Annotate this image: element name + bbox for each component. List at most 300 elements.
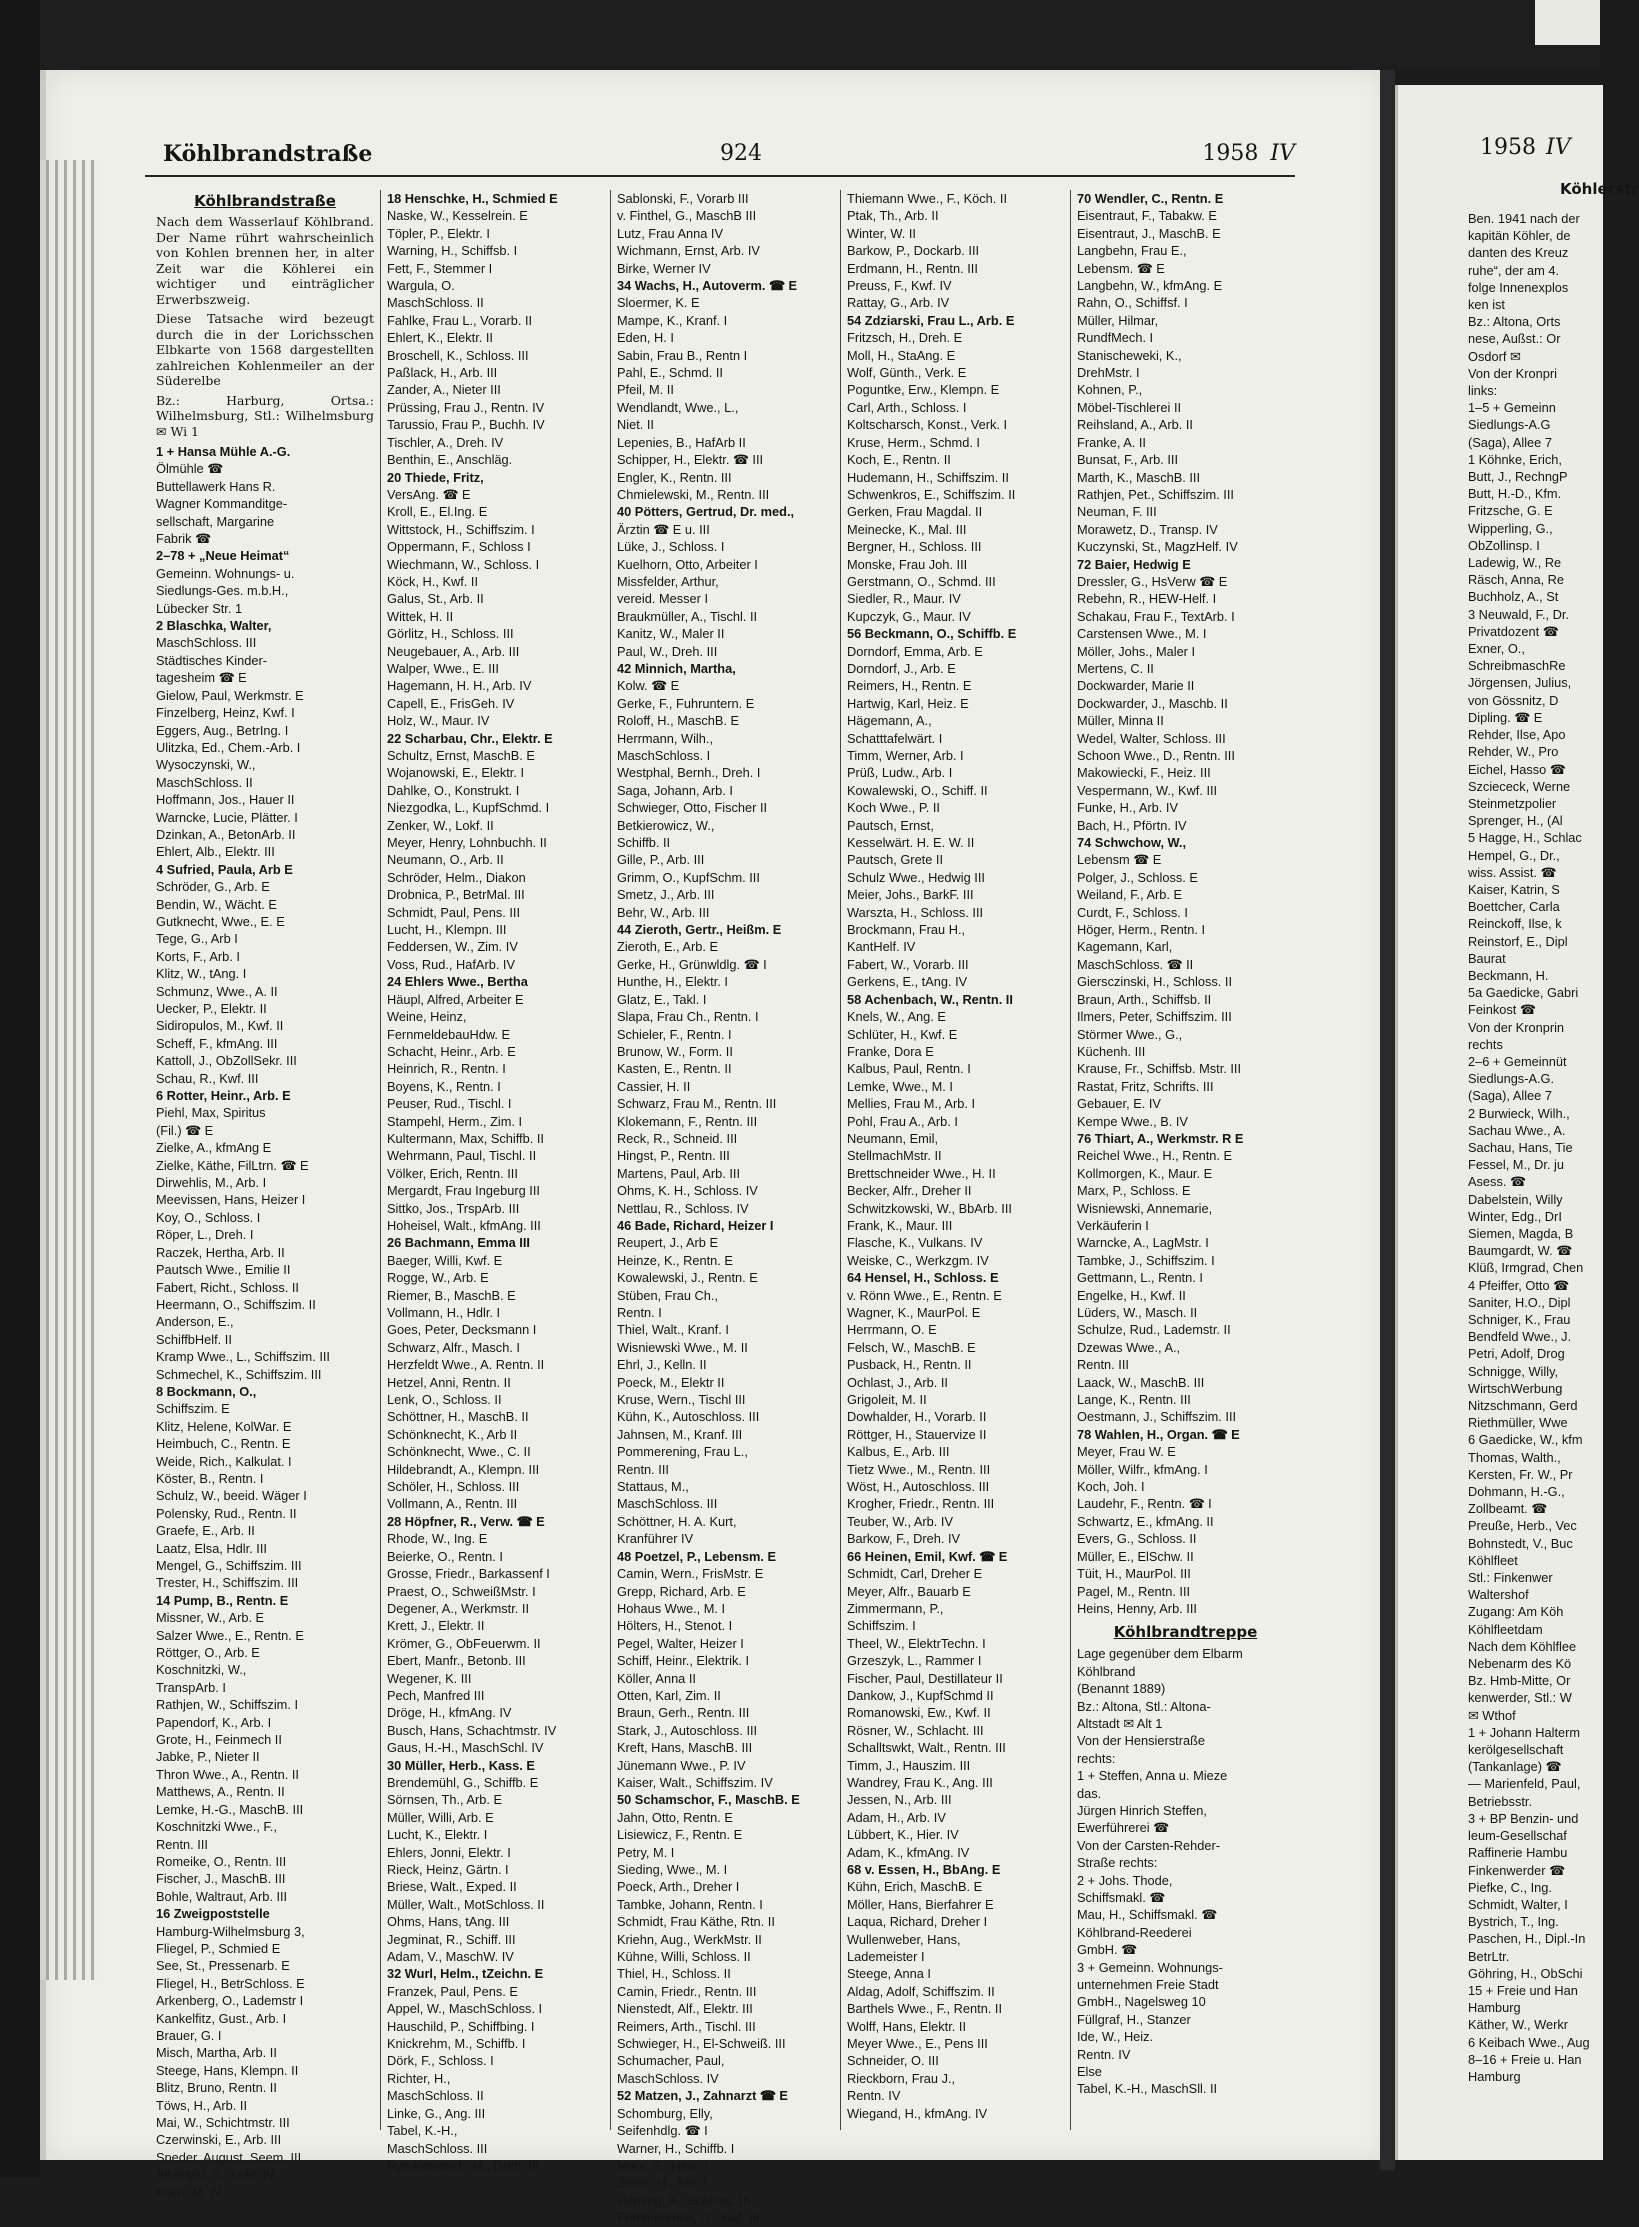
directory-entry: Weide, Rich., Kalkulat. I bbox=[156, 1453, 292, 1469]
right-page-column bbox=[1468, 210, 1600, 2085]
directory-entry: (Saga), Allee 7 bbox=[1468, 434, 1552, 450]
directory-entry: Eisentraut, F., Tabakw. E bbox=[1077, 208, 1217, 224]
directory-entry: Hamburg-Wilhelmsburg 3, bbox=[156, 1923, 305, 1939]
directory-entry: Zielke, A., kfmAng E bbox=[156, 1140, 272, 1156]
directory-entry: Holz, W., Maur. IV bbox=[387, 713, 490, 729]
directory-entry: 66 Heinen, Emil, Kwf. ☎ E bbox=[847, 1548, 1008, 1564]
directory-entry: Schalltswkt, Walt., Rentn. III bbox=[847, 1740, 1006, 1756]
directory-entry: Wolf, Günth., Verk. E bbox=[847, 365, 967, 381]
directory-entry: Pautsch Wwe., Emilie II bbox=[156, 1262, 291, 1278]
directory-entry: Erdmann, H., Rentn. III bbox=[847, 260, 978, 276]
directory-entry: Nebenarm des Kö bbox=[1468, 1656, 1572, 1672]
directory-entry: Kohnen, P., bbox=[1077, 382, 1143, 398]
directory-entry: Feddersen, W., Zim. IV bbox=[387, 939, 518, 955]
directory-entry: Kruse, Herm., Schmd. I bbox=[847, 434, 980, 450]
directory-entry: Niezgodka, L., KupfSchmd. I bbox=[387, 800, 550, 816]
directory-entry: MaschSchloss. III bbox=[387, 2140, 488, 2156]
directory-entry: (Fil.) ☎ E bbox=[156, 1122, 214, 1138]
directory-entry: Rahn, O., Schiffsf. I bbox=[1077, 295, 1188, 311]
directory-entry: Baumgardt, W. ☎ bbox=[1468, 1243, 1573, 1259]
directory-entry: Aldag, Adolf, Schiffszim. II bbox=[847, 1983, 995, 1999]
scan-corner bbox=[1535, 0, 1600, 45]
directory-entry: 5 Hagge, H., Schlac bbox=[1468, 830, 1582, 846]
directory-entry: WirtschWerbung bbox=[1468, 1380, 1563, 1396]
directory-entry: Grepp, Richard, Arb. E bbox=[617, 1583, 746, 1599]
directory-entry: Tege, G., Arb I bbox=[156, 931, 238, 947]
directory-entry: Speder, August, Seem. III bbox=[156, 2149, 302, 2165]
directory-entry: Mergardt, Frau Ingeburg III bbox=[387, 1183, 540, 1199]
directory-entry: Eden, H. I bbox=[617, 330, 674, 346]
directory-entry: Camin, Friedr., Rentn. III bbox=[617, 1983, 757, 1999]
directory-entry: 1 + Johann Halterm bbox=[1468, 1724, 1581, 1740]
directory-entry: Ilmers, Peter, Schiffszim. III bbox=[1077, 1009, 1232, 1025]
directory-entry: MaschSchloss. II bbox=[387, 295, 484, 311]
book-gutter bbox=[1380, 70, 1395, 2170]
directory-entry: Wisniewski, Annemarie, bbox=[1077, 1200, 1213, 1216]
directory-entry: 56 Beckmann, O., Schiffb. E bbox=[847, 626, 1017, 642]
directory-entry: Zenker, W., Lokf. II bbox=[387, 817, 494, 833]
directory-entry: Stanischeweki, K., bbox=[1077, 347, 1182, 363]
directory-entry: Köck, H., Kwf. II bbox=[387, 573, 479, 589]
directory-entry: Neumann, O., Arb. II bbox=[387, 852, 504, 868]
directory-entry: Rathjen, Pet., Schiffszim. III bbox=[1077, 486, 1234, 502]
directory-entry: MaschSchloss. III bbox=[156, 635, 257, 651]
directory-entry: Kühn, K., Autoschloss. III bbox=[617, 1409, 760, 1425]
directory-entry: Bz.: Altona, Orts bbox=[1468, 314, 1561, 330]
directory-entry: Gemeinn. Wohnungs- u. bbox=[156, 565, 295, 581]
directory-entry: Meinecke, K., Mal. III bbox=[847, 521, 967, 537]
directory-entry: Sablonski, F., Vorarb III bbox=[617, 191, 749, 206]
directory-entry: Laudehr, F., Rentn. ☎ I bbox=[1077, 1496, 1212, 1512]
directory-entry: Reinckoff, Ilse, k bbox=[1468, 916, 1562, 932]
directory-entry: Wichmann, Ernst, Arb. IV bbox=[617, 243, 760, 259]
directory-entry: Schönknecht, K., Arb II bbox=[387, 1426, 518, 1442]
directory-entry: 2 + Johs. Thode, bbox=[1077, 1872, 1173, 1888]
directory-entry: Sabin, Frau B., Rentn I bbox=[617, 347, 748, 363]
directory-entry: Thiel, Walt., Kranf. I bbox=[617, 1322, 729, 1338]
directory-entry: Piehl, Max, Spiritus bbox=[156, 1105, 266, 1121]
directory-entry: Morawetz, D., Transp. IV bbox=[1077, 521, 1218, 537]
directory-entry: Nitzschmann, Gerd bbox=[1468, 1398, 1578, 1414]
directory-entry: Rentn. IV bbox=[847, 2088, 901, 2104]
directory-entry: Oppermann, F., Schloss I bbox=[387, 539, 531, 555]
directory-entry: Herrmann, O. E bbox=[847, 1322, 937, 1338]
directory-entry: Teuber, W., Arb. IV bbox=[847, 1513, 953, 1529]
directory-entry: Käther, W., Werkr bbox=[1468, 2017, 1569, 2033]
directory-entry: Szciececk, Werne bbox=[1468, 778, 1571, 794]
directory-entry: See, St., Pressenarb. E bbox=[156, 1958, 290, 1974]
directory-entry: Wehrmann, Paul, Tischl. II bbox=[387, 1148, 537, 1164]
directory-entry: Hohaus Wwe., M. I bbox=[617, 1600, 726, 1616]
directory-entry: Kaiser, Walt., Schiffszim. IV bbox=[617, 1774, 773, 1790]
directory-entry: Sprenger, H., (Al bbox=[1468, 813, 1563, 829]
directory-entry: 54 Zdziarski, Frau L., Arb. E bbox=[847, 312, 1015, 328]
directory-entry: Roloff, H., MaschB. E bbox=[617, 713, 740, 729]
directory-entry: 68 v. Essen, H., BbAng. E bbox=[847, 1862, 1001, 1877]
directory-entry: Laack, W., MaschB. III bbox=[1077, 1374, 1205, 1390]
directory-entry: TranspArb. I bbox=[156, 1679, 226, 1695]
section-description: Diese Tatsache wird bezeugt durch die in der Lorichsschen Elbkarte von 1568 dargestellten zahlreichen Kohlenmeiler an der Süderelbe bbox=[156, 311, 374, 388]
directory-entry: Scheff, F., kfmAng. III bbox=[156, 1035, 278, 1051]
directory-entry: Heinze, K., Rentn. E bbox=[617, 1252, 733, 1268]
directory-entry: Siedlungs-A.G bbox=[1468, 417, 1551, 433]
directory-entry: Hoheisel, Walt., kfmAng. III bbox=[387, 1217, 541, 1233]
directory-entry: Gebauer, E. IV bbox=[1077, 1096, 1161, 1112]
scan-border-top bbox=[0, 0, 1600, 70]
directory-entry: Altstadt ✉ Alt 1 bbox=[1077, 1715, 1163, 1731]
directory-entry: Kankelfitz, Gust., Arb. I bbox=[156, 2010, 287, 2026]
directory-entry: Lemke, Wwe., M. I bbox=[847, 1078, 953, 1094]
directory-entry: Schulz, W., beeid. Wäger I bbox=[156, 1488, 307, 1504]
directory-entry: 5a Gaedicke, Gabri bbox=[1468, 985, 1579, 1001]
directory-entry: 6 Gaedicke, W., kfm bbox=[1468, 1432, 1583, 1448]
directory-entry: Völker, Erich, Rentn. III bbox=[387, 1165, 518, 1181]
directory-entry: Kühn, Erich, MaschB. E bbox=[847, 1879, 983, 1895]
directory-entry: 46 Bade, Richard, Heizer I bbox=[617, 1217, 774, 1233]
directory-entry: Schwarz, Frau M., Rentn. III bbox=[617, 1096, 777, 1112]
scan-border-left bbox=[0, 0, 40, 2177]
directory-entry: Exner, O., bbox=[1468, 641, 1525, 657]
directory-entry: Lademeister I bbox=[847, 1949, 925, 1965]
directory-entry: Raczek, Hertha, Arb. II bbox=[156, 1244, 285, 1260]
directory-entry: Kowalewski, O., Schiff. II bbox=[847, 782, 988, 798]
directory-entry: Privatdozent ☎ bbox=[1468, 623, 1559, 639]
directory-entry: Wagner, K., MaurPol. E bbox=[847, 1305, 981, 1320]
directory-entry: Wittstock, H., Schiffszim. I bbox=[387, 521, 535, 537]
directory-entry: Braun, Arth., Schiffsb. II bbox=[1077, 991, 1212, 1007]
directory-entry: Höger, Herm., Rentn. I bbox=[1077, 922, 1206, 938]
directory-entry: Brendemühl, G., Schiffb. E bbox=[387, 1774, 539, 1790]
directory-entry: 40 Pötters, Gertrud, Dr. med., bbox=[617, 504, 795, 520]
directory-entry: Brunow, W., Form. II bbox=[617, 1043, 733, 1059]
directory-entry: Ulitzka, Ed., Chem.-Arb. I bbox=[156, 739, 301, 755]
directory-entry: Hartwig, Karl, Heiz. E bbox=[847, 695, 969, 711]
directory-entry: Sachau, Hans, Tie bbox=[1468, 1139, 1573, 1155]
directory-entry: Köhlfleetdam bbox=[1468, 1621, 1543, 1637]
directory-entry: Ben. 1941 nach der bbox=[1468, 211, 1580, 226]
directory-entry: Schwenkros, E., Schiffszim. II bbox=[847, 486, 1016, 502]
directory-entry: Köster, B., Rentn. I bbox=[156, 1470, 264, 1486]
directory-entry: Schönknecht, Wwe., C. II bbox=[387, 1444, 531, 1460]
directory-entry: Fritzsche, G. E bbox=[1468, 503, 1553, 519]
directory-entry: Zielke, Käthe, FilLtrn. ☎ E bbox=[156, 1157, 309, 1173]
directory-entry: Smetz, J., Arb. III bbox=[617, 887, 715, 903]
directory-entry: Feinkost ☎ bbox=[1468, 1002, 1536, 1018]
directory-entry: Wojanowski, E., Elektr. I bbox=[387, 765, 525, 781]
directory-entry: Jörgensen, Julius, bbox=[1468, 675, 1572, 691]
directory-entry: Krömer, G., ObFeuerwm. II bbox=[387, 1635, 541, 1651]
directory-entry: 3 + Gemeinn. Wohnungs- bbox=[1077, 1959, 1223, 1975]
directory-entry: Schatttafelwärt. I bbox=[847, 730, 943, 746]
directory-entry: Tischler, A., Dreh. IV bbox=[387, 434, 504, 450]
directory-entry: Reimers, Arth., Tischl. III bbox=[617, 2018, 756, 2034]
directory-entry: Röper, L., Dreh. I bbox=[156, 1227, 254, 1243]
directory-entry: Benthin, E., Anschläg. bbox=[387, 452, 513, 468]
directory-entry: Makowiecki, F., Heiz. III bbox=[1077, 765, 1211, 781]
directory-entry: Fabrik ☎ bbox=[156, 531, 212, 547]
directory-entry: Polger, J., Schloss. E bbox=[1077, 869, 1198, 885]
directory-entry: kenwerder, Stl.: W bbox=[1468, 1690, 1572, 1706]
section-title: Köhlbrandstraße bbox=[194, 192, 336, 210]
directory-entry: Stüben, Frau Ch., bbox=[617, 1287, 719, 1303]
directory-entry: Paul, W., Dreh. III bbox=[617, 643, 718, 659]
directory-entry: Sittko, Jos., TrspArb. III bbox=[387, 1200, 520, 1216]
directory-entry: Müller, E., ElSchw. II bbox=[1077, 1548, 1194, 1564]
header-volume: IV bbox=[1270, 141, 1295, 166]
directory-entry: Lebensm. ☎ E bbox=[1077, 260, 1165, 276]
directory-entry: Schiffszim. E bbox=[156, 1401, 230, 1417]
directory-entry: Pagel, M., Rentn. III bbox=[1077, 1583, 1191, 1599]
directory-entry: 2–6 + Gemeinnüt bbox=[1468, 1053, 1567, 1069]
directory-entry: Warszta, H., Schloss. III bbox=[847, 904, 984, 920]
directory-entry: Klitz, Helene, KolWar. E bbox=[156, 1418, 292, 1434]
directory-entry: Tietz Wwe., M., Rentn. III bbox=[847, 1461, 991, 1477]
directory-entry: kapitän Köhler, de bbox=[1468, 228, 1571, 244]
directory-entry: Hamburg bbox=[1468, 2000, 1521, 2016]
directory-entry: sellschaft, Margarine bbox=[156, 513, 275, 529]
directory-entry: Schnigge, Willy, bbox=[1468, 1363, 1559, 1379]
directory-entry: Fessel, M., Dr. ju bbox=[1468, 1157, 1564, 1173]
directory-column-1 bbox=[150, 190, 380, 2200]
directory-entry: Blitz, Bruno, Rentn. II bbox=[156, 2080, 277, 2096]
directory-entry: 8 Bockmann, O., bbox=[156, 1383, 257, 1399]
directory-entry: Dowhalder, H., Vorarb. II bbox=[847, 1409, 987, 1425]
directory-entry: Busch, Hans, Schachtmstr. IV bbox=[387, 1722, 557, 1738]
directory-entry: Kersten, Fr. W., Pr bbox=[1468, 1466, 1573, 1482]
directory-entry: 2–78 + „Neue Heimat“ bbox=[156, 548, 290, 564]
directory-entry: Schöler, H., Schloss. III bbox=[387, 1479, 520, 1495]
directory-entry: Bunsat, F., Arb. III bbox=[1077, 452, 1178, 468]
directory-entry: Koch Wwe., P. II bbox=[847, 800, 940, 816]
directory-entry: Papendorf, K., Arb. I bbox=[156, 1714, 272, 1730]
directory-entry: Hauschild, P., Schiffbing. I bbox=[387, 2018, 535, 2034]
directory-entry: Bendin, W., Wächt. E bbox=[156, 896, 277, 912]
directory-entry: Rastat, Fritz, Schrifts. III bbox=[1077, 1078, 1214, 1094]
directory-entry: Schwieger, H., El-Schweiß. III bbox=[617, 2036, 786, 2052]
directory-column-4 bbox=[840, 190, 1070, 2130]
directory-entry: Rentn. IV bbox=[1077, 2046, 1131, 2062]
directory-entry: Kuczynski, St., MagzHelf. IV bbox=[1077, 539, 1238, 555]
directory-entry: rechts bbox=[1468, 1036, 1503, 1052]
directory-entry: Birke, Werner IV bbox=[617, 260, 711, 276]
directory-entry: Rebehn, R., HEW-Helf. I bbox=[1077, 591, 1217, 607]
directory-entry: Moll, H., StaAng. E bbox=[847, 347, 956, 363]
directory-entry: 6 Rotter, Heinr., Arb. E bbox=[156, 1088, 291, 1104]
directory-entry: Boyens, K., Rentn. I bbox=[387, 1078, 501, 1094]
directory-entry: Sachau Wwe., A. bbox=[1468, 1122, 1566, 1138]
directory-entry: Kolw. ☎ E bbox=[617, 678, 680, 694]
directory-entry: Eisentraut, J., MaschB. E bbox=[1077, 225, 1221, 241]
directory-entry: Zugang: Am Köh bbox=[1468, 1604, 1564, 1620]
directory-entry: Meyer, Alfr., Bauarb E bbox=[847, 1583, 971, 1599]
directory-entry: Adam, K., kfmAng. IV bbox=[847, 1844, 970, 1860]
directory-entry: Koy, O., Schloss. I bbox=[156, 1209, 261, 1225]
directory-entry: GmbH., Nagelsweg 10 bbox=[1077, 1994, 1206, 2010]
directory-entry: Füllgraf, H., Stanzer bbox=[1077, 2011, 1191, 2027]
directory-entry: Kesselwärt. H. E. W. II bbox=[847, 835, 975, 851]
directory-entry: Arkenberg, O., Lademstr I bbox=[156, 1993, 304, 2009]
directory-entry: Boettcher, Carla bbox=[1468, 899, 1560, 915]
directory-entry: Kuelhorn, Otto, Arbeiter I bbox=[617, 556, 758, 572]
directory-entry: Rathjen, W., Schiffszim. I bbox=[156, 1697, 298, 1713]
directory-entry: Schwartz, E., kfmAng. II bbox=[1077, 1513, 1214, 1529]
directory-entry: Appel, W., MaschSchloss. I bbox=[387, 2001, 543, 2017]
directory-entry: Winter, W. II bbox=[847, 225, 916, 241]
directory-entry: Eggers, Aug., BetrIng. I bbox=[156, 722, 289, 738]
directory-entry: Kramp Wwe., L., Schiffszim. III bbox=[156, 1349, 330, 1365]
directory-entry: Dressler, G., HsVerw ☎ E bbox=[1077, 573, 1228, 589]
directory-entry: 26 Bachmann, Emma III bbox=[387, 1235, 530, 1251]
directory-entry: Petri, Adolf, Drog bbox=[1468, 1346, 1565, 1362]
directory-entry: Preuss, F., Kwf. IV bbox=[847, 278, 952, 294]
directory-entry: 18 Henschke, H., Schmied E bbox=[387, 191, 558, 206]
directory-entry: 8–16 + Freie u. Han bbox=[1468, 2051, 1582, 2067]
directory-entry: Weine, Heinz, bbox=[387, 1009, 467, 1025]
directory-entry: Drobnica, P., BetrMal. III bbox=[387, 887, 525, 903]
directory-entry: Kranführer IV bbox=[617, 1531, 694, 1547]
directory-entry: Brauer, G. I bbox=[156, 2027, 222, 2043]
directory-entry: Wegener, K. III bbox=[387, 1670, 472, 1686]
directory-entry: Schöttner, H., MaschB. II bbox=[387, 1409, 529, 1425]
directory-entry: Ehlers, Jonni, Elektr. I bbox=[387, 1844, 511, 1860]
directory-entry: Wagner Kommanditge- bbox=[156, 496, 288, 512]
directory-entry: Jessen, N., Arb. III bbox=[847, 1792, 952, 1808]
directory-entry: Brockmann, Frau H., bbox=[847, 922, 966, 938]
directory-entry: Heinrich, R., Rentn. I bbox=[387, 1061, 506, 1077]
directory-entry: Meevissen, Hans, Heizer I bbox=[156, 1192, 306, 1208]
directory-entry: Langbehn, Frau E., bbox=[1077, 243, 1187, 259]
directory-entry: Bz.: Altona, Stl.: Altona- bbox=[1077, 1698, 1211, 1714]
directory-entry: von Gössnitz, D bbox=[1468, 692, 1559, 708]
directory-entry: Jabke, P., Nieter II bbox=[156, 1749, 260, 1765]
directory-entry: Herning, A., Schloss. III bbox=[617, 2192, 751, 2208]
directory-entry: Ehrl, J., Kelln. II bbox=[617, 1357, 707, 1373]
directory-entry: Kowalewski, J., Rentn. E bbox=[617, 1270, 758, 1286]
directory-entry: Pegel, Walter, Heizer I bbox=[617, 1635, 744, 1651]
directory-entry: Von der Carsten-Rehder- bbox=[1077, 1837, 1220, 1853]
directory-entry: nese, Außst.: Or bbox=[1468, 331, 1561, 347]
section-description: Bz.: Harburg, Ortsa.: Wilhelmsburg, Stl.: Wilhelmsburg ✉ Wi 1 bbox=[156, 392, 374, 439]
directory-entry: Schiffszim. I bbox=[847, 1618, 916, 1634]
directory-entry: Thron Wwe., A., Rentn. II bbox=[156, 1766, 299, 1782]
directory-entry: Weiland, F., Arb. E bbox=[1077, 887, 1183, 903]
directory-entry: VersAng. ☎ E bbox=[387, 486, 471, 502]
directory-entry: Heimbuch, C., Rentn. E bbox=[156, 1436, 291, 1452]
directory-entry: Müller, Minna II bbox=[1077, 713, 1164, 729]
directory-entry: Jahn, Otto, Rentn. E bbox=[617, 1809, 733, 1825]
header-year: 1958 bbox=[1202, 141, 1259, 166]
directory-entry: Preuße, Herb., Vec bbox=[1468, 1518, 1577, 1534]
directory-entry: Lenk, O., Schloss. II bbox=[387, 1392, 502, 1408]
directory-entry: Köhlbrand bbox=[1077, 1663, 1136, 1679]
directory-entry: Saga, Johann, Arb. I bbox=[617, 782, 733, 798]
directory-entry: MaschSchloss. IV bbox=[617, 2070, 719, 2086]
directory-column-3 bbox=[610, 190, 840, 2226]
directory-entry: Walper, Wwe., E. III bbox=[387, 660, 499, 676]
directory-entry: Jünemann Wwe., P. IV bbox=[617, 1757, 746, 1773]
directory-entry: Herrmann, Wilh., bbox=[617, 730, 713, 746]
directory-entry: Kalbus, Paul, Rentn. I bbox=[847, 1061, 971, 1077]
directory-entry: 64 Hensel, H., Schloss. E bbox=[847, 1270, 999, 1286]
directory-entry: 15 + Freie und Han bbox=[1468, 1982, 1578, 1998]
directory-entry: Köller, Anna II bbox=[617, 1670, 696, 1686]
directory-entry: Gerkens, E., tAng. IV bbox=[847, 974, 968, 990]
directory-columns bbox=[150, 190, 1300, 2226]
directory-entry: Warner, H., Schiffb. I bbox=[617, 2140, 735, 2156]
directory-entry: MaschSchloss. ☎ II bbox=[1077, 956, 1194, 972]
directory-entry: Bendfeld Wwe., J. bbox=[1468, 1329, 1572, 1345]
directory-entry: KantHelf. IV bbox=[847, 939, 916, 955]
directory-entry: Klüß, Irmgrad, Chen bbox=[1468, 1260, 1584, 1276]
directory-entry: Riemer, B., MaschB. E bbox=[387, 1287, 516, 1303]
directory-entry: Hetzel, Anni, Rentn. II bbox=[387, 1374, 511, 1390]
directory-column-5 bbox=[1070, 190, 1300, 2130]
directory-entry: Kagemann, Karl, bbox=[1077, 939, 1173, 955]
directory-entry: Ide, W., Heiz. bbox=[1077, 2029, 1154, 2045]
directory-entry: Pfeil, M. II bbox=[617, 382, 674, 398]
directory-entry: Warncke, A., LagMstr. I bbox=[1077, 1235, 1209, 1251]
directory-entry: Klokemann, F., Rentn. III bbox=[617, 1113, 758, 1129]
directory-entry: Czerwinski, E., Arb. III bbox=[156, 2132, 282, 2148]
directory-entry: Becker, Alfr., Dreher II bbox=[847, 1183, 972, 1199]
directory-entry: Paßlack, H., Arb. III bbox=[387, 365, 498, 381]
directory-entry: 58 Achenbach, W., Rentn. II bbox=[847, 991, 1013, 1007]
directory-entry: Kempe Wwe., B. IV bbox=[1077, 1113, 1188, 1129]
directory-entry: Ladewig, W., Re bbox=[1468, 555, 1562, 571]
directory-entry: Mengel, G., Schiffszim. III bbox=[156, 1558, 302, 1573]
directory-entry: Prüssing, Frau J., Rentn. IV bbox=[387, 399, 545, 415]
directory-entry: danten des Kreuz bbox=[1468, 245, 1569, 261]
directory-entry: Ptak, Th., Arb. II bbox=[847, 208, 939, 224]
directory-entry: Schwarz, Alfr., Masch. I bbox=[387, 1339, 520, 1355]
directory-entry: Steege, Anna I bbox=[847, 1966, 931, 1982]
directory-entry: rechts: bbox=[1077, 1750, 1116, 1766]
directory-entry: Schultz, Ernst, MaschB. E bbox=[387, 748, 535, 763]
directory-entry: Krogher, Friedr., Rentn. III bbox=[847, 1496, 995, 1512]
directory-entry: Graefe, E., Arb. II bbox=[156, 1523, 255, 1539]
directory-entry: Meier, Johs., BarkF. III bbox=[847, 887, 974, 903]
directory-entry: Curdt, F., Schloss. I bbox=[1077, 904, 1188, 920]
page-edge-stack bbox=[40, 160, 100, 1980]
directory-entry: Beckmann, H. bbox=[1468, 967, 1549, 983]
directory-entry: 2 Burwieck, Wilh., bbox=[1468, 1105, 1570, 1121]
directory-entry: Dabelstein, Willy bbox=[1468, 1191, 1563, 1207]
directory-entry: Poeck, M., Elektr II bbox=[617, 1374, 725, 1390]
directory-entry: 50 Schamschor, F., MaschB. E bbox=[617, 1792, 800, 1808]
directory-entry: Thiel, H., Schloss. II bbox=[617, 1966, 731, 1982]
directory-entry: Franke, A. II bbox=[1077, 434, 1146, 450]
directory-entry: Hunthe, H., Elektr. I bbox=[617, 974, 728, 990]
directory-entry: Reinstorf, E., Dipl bbox=[1468, 933, 1568, 949]
directory-entry: Ochlast, J., Arb. II bbox=[847, 1374, 948, 1390]
directory-entry: Wysoczynski, W., bbox=[156, 757, 256, 773]
directory-entry: Goes, Peter, Decksmann I bbox=[387, 1322, 537, 1338]
directory-entry: Frank, K., Maur. III bbox=[847, 1217, 953, 1233]
directory-entry: Kriehn, Aug., WerkMstr. II bbox=[617, 1931, 762, 1947]
directory-entry: Ebert, Manfr., Betonb. III bbox=[387, 1653, 526, 1669]
directory-entry: Krause, Fr., Schiffsb. Mstr. III bbox=[1077, 1061, 1242, 1077]
directory-entry: Küchenh. III bbox=[1077, 1043, 1146, 1059]
directory-entry: Bz. Hmb-Mitte, Or bbox=[1468, 1673, 1571, 1689]
directory-entry: Sieding, Wwe., M. I bbox=[617, 1862, 728, 1877]
directory-entry: Piefke, C., Ing. bbox=[1468, 1879, 1552, 1895]
directory-entry: Dahlke, O., Konstrukt. I bbox=[387, 782, 520, 798]
directory-entry: 20 Thiede, Fritz, bbox=[387, 469, 484, 485]
directory-entry: Steinmetzpolier bbox=[1468, 795, 1557, 811]
directory-entry: vereid. Messer I bbox=[617, 591, 709, 607]
directory-entry: Göhring, H., ObSchi bbox=[1468, 1965, 1583, 1981]
directory-entry: Butt, H.-D., Kfm. bbox=[1468, 486, 1562, 502]
